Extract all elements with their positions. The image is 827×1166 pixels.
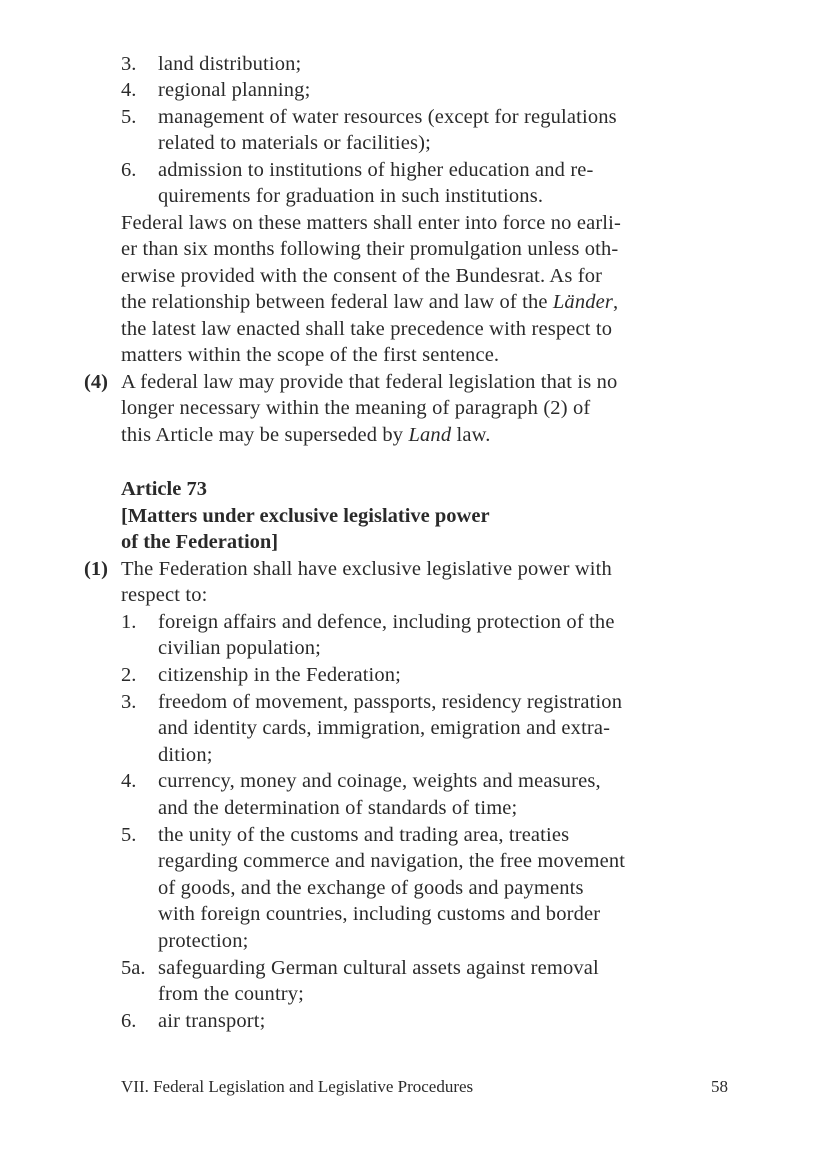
list-item-text: of goods, and the exchange of goods and payments	[158, 877, 584, 899]
list-item-text: citizenship in the Federation;	[158, 664, 402, 686]
list-number: 5a.	[121, 957, 146, 979]
article-title: of the Federation]	[121, 531, 279, 553]
paragraph-marker: (4)	[84, 371, 108, 393]
paragraph-text: the latest law enacted shall take precedence with respect to	[121, 318, 613, 340]
paragraph-text: the relationship between federal law and law of the Länder,	[121, 291, 619, 313]
list-item-text: safeguarding German cultural assets against removal	[158, 957, 599, 979]
list-number: 4.	[121, 770, 137, 792]
list-item-text: admission to institutions of higher education and re-	[158, 159, 594, 181]
paragraph-text: erwise provided with the consent of the Bundesrat. As for	[121, 265, 603, 287]
list-number: 5.	[121, 106, 137, 128]
paragraph-marker: (1)	[84, 558, 108, 580]
list-item-text: management of water resources (except for regulations	[158, 106, 617, 128]
list-item-text: currency, money and coinage, weights and measures,	[158, 770, 601, 792]
article-title: [Matters under exclusive legislative power	[121, 505, 490, 527]
article-number: Article 73	[121, 478, 207, 500]
paragraph-text: this Article may be superseded by Land law.	[121, 424, 491, 446]
list-number: 6.	[121, 159, 137, 181]
list-item-text: regarding commerce and navigation, the free movement	[158, 850, 626, 872]
list-item-text: freedom of movement, passports, residency registration	[158, 691, 623, 713]
list-item-text: the unity of the customs and trading area, treaties	[158, 824, 570, 846]
list-item-text: dition;	[158, 744, 213, 766]
list-item-text: with foreign countries, including customs and border	[158, 903, 601, 925]
list-item-text: and the determination of standards of time;	[158, 797, 518, 819]
paragraph-text: A federal law may provide that federal legislation that is no	[121, 371, 618, 393]
italic-term: Länder	[552, 291, 614, 313]
list-item-text: regional planning;	[158, 79, 311, 101]
list-item-text: civilian population;	[158, 637, 321, 659]
paragraph-text: er than six months following their promulgation unless oth-	[121, 238, 619, 260]
list-item-text: quirements for graduation in such institutions.	[158, 185, 544, 207]
list-item-text: related to materials or facilities);	[158, 132, 431, 154]
paragraph-text: The Federation shall have exclusive legislative power with	[121, 558, 612, 580]
list-number: 4.	[121, 79, 137, 101]
list-item-text: air transport;	[158, 1010, 266, 1032]
list-item-text: protection;	[158, 930, 249, 952]
list-item-text: and identity cards, immigration, emigration and extra-	[158, 717, 611, 739]
list-item-text: land distribution;	[158, 53, 302, 75]
list-number: 5.	[121, 824, 137, 846]
list-number: 6.	[121, 1010, 137, 1032]
paragraph-text: longer necessary within the meaning of paragraph (2) of	[121, 397, 591, 419]
footer-chapter-title: VII. Federal Legislation and Legislative Procedures	[121, 1077, 474, 1096]
paragraph-text: respect to:	[121, 584, 208, 606]
italic-term: Land	[408, 424, 452, 446]
list-number: 1.	[121, 611, 137, 633]
paragraph-text: matters within the scope of the first sentence.	[121, 344, 500, 366]
paragraph-text: Federal laws on these matters shall enter into force no earli-	[121, 212, 621, 234]
list-number: 2.	[121, 664, 137, 686]
list-number: 3.	[121, 691, 137, 713]
list-number: 3.	[121, 53, 137, 75]
list-item-text: foreign affairs and defence, including protection of the	[158, 611, 615, 633]
list-item-text: from the country;	[158, 983, 305, 1005]
page-number: 58	[711, 1077, 728, 1096]
